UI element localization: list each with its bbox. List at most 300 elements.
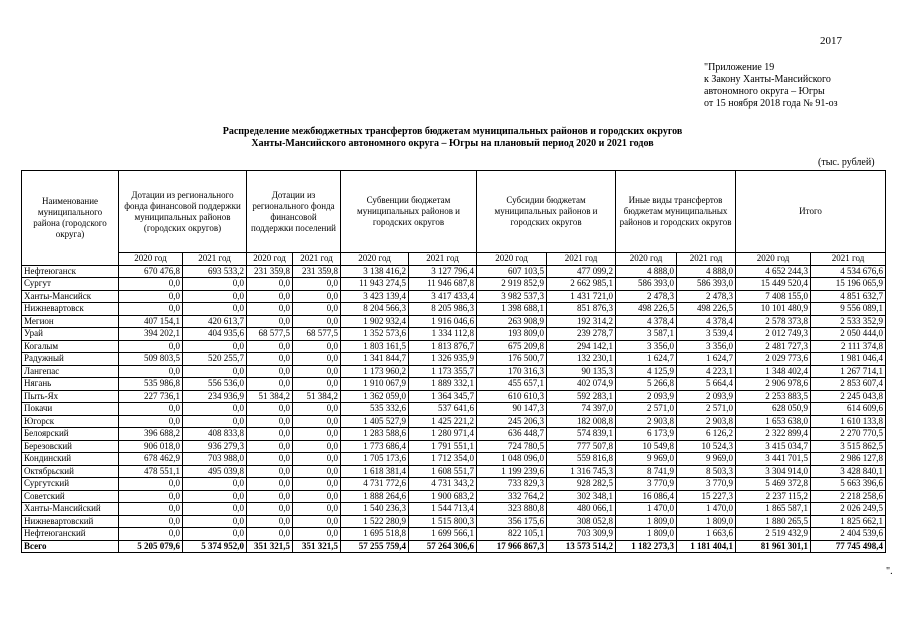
value-cell: 703 309,9: [547, 528, 616, 541]
value-cell: 2 571,0: [616, 403, 677, 416]
value-cell: 7 408 155,0: [736, 290, 811, 303]
value-cell: 1 199 239,6: [477, 465, 547, 478]
appendix-line-2: к Закону Ханты-Мансийского: [704, 74, 831, 85]
value-cell: 1 865 587,1: [736, 503, 811, 516]
header-year: 2020 год: [247, 253, 293, 266]
value-cell: 90 147,3: [477, 403, 547, 416]
value-cell: 0,0: [247, 340, 293, 353]
value-cell: 9 969,0: [616, 453, 677, 466]
value-cell: 231 359,8: [247, 265, 293, 278]
value-cell: 0,0: [183, 278, 247, 291]
value-cell: 170 316,3: [477, 365, 547, 378]
table-row: [22, 528, 886, 541]
value-cell: 15 449 520,4: [736, 278, 811, 291]
municipality-name: Сургут: [22, 278, 119, 291]
value-cell: 1 712 354,0: [409, 453, 477, 466]
value-cell: 5 266,8: [616, 378, 677, 391]
value-cell: 0,0: [293, 290, 341, 303]
table-row: [22, 340, 886, 353]
value-cell: 610 610,3: [477, 390, 547, 403]
value-cell: 0,0: [247, 365, 293, 378]
value-cell: 0,0: [247, 403, 293, 416]
value-cell: 0,0: [293, 465, 341, 478]
value-cell: 2 481 727,3: [736, 340, 811, 353]
header-year: 2021 год: [677, 253, 736, 266]
value-cell: 2 253 883,5: [736, 390, 811, 403]
value-cell: 5 663 396,6: [811, 478, 886, 491]
value-cell: 1 522 280,9: [341, 515, 409, 528]
value-cell: 0,0: [247, 315, 293, 328]
value-cell: 1 653 638,0: [736, 415, 811, 428]
value-cell: 351 321,5: [293, 540, 341, 553]
value-cell: 1 809,0: [616, 528, 677, 541]
header-group: Субсидии бюджетам муниципальных районов и городских округов: [477, 171, 616, 253]
value-cell: 0,0: [183, 515, 247, 528]
value-cell: 0,0: [293, 303, 341, 316]
value-cell: 1 900 683,2: [409, 490, 477, 503]
value-cell: 0,0: [247, 353, 293, 366]
value-cell: 0,0: [247, 490, 293, 503]
value-cell: 4 888,0: [677, 265, 736, 278]
value-cell: 51 384,2: [247, 390, 293, 403]
value-cell: 11 946 687,8: [409, 278, 477, 291]
value-cell: 0,0: [293, 340, 341, 353]
appendix-reference: [704, 62, 838, 110]
value-cell: 2 093,9: [616, 390, 677, 403]
value-cell: 5 664,4: [677, 378, 736, 391]
value-cell: 1 624,7: [677, 353, 736, 366]
value-cell: 2 519 432,9: [736, 528, 811, 541]
value-cell: 263 908,9: [477, 315, 547, 328]
value-cell: 4 851 632,7: [811, 290, 886, 303]
value-cell: 928 282,5: [547, 478, 616, 491]
value-cell: 16 086,4: [616, 490, 677, 503]
value-cell: 535 332,6: [341, 403, 409, 416]
value-cell: 1 916 046,6: [409, 315, 477, 328]
appendix-line-4: от 15 ноября 2018 года № 91-оз: [704, 98, 838, 109]
value-cell: 332 764,2: [477, 490, 547, 503]
municipality-name: Нижневартовский: [22, 515, 119, 528]
value-cell: 0,0: [119, 415, 183, 428]
value-cell: 0,0: [183, 340, 247, 353]
municipality-name: Нягань: [22, 378, 119, 391]
value-cell: 2 050 444,0: [811, 328, 886, 341]
value-cell: 5 374 952,0: [183, 540, 247, 553]
value-cell: 0,0: [247, 478, 293, 491]
header-year: 2021 год: [293, 253, 341, 266]
value-cell: 607 103,5: [477, 265, 547, 278]
value-cell: 15 227,3: [677, 490, 736, 503]
value-cell: 0,0: [293, 528, 341, 541]
value-cell: 0,0: [293, 515, 341, 528]
value-cell: 3 770,9: [616, 478, 677, 491]
value-cell: 586 393,0: [616, 278, 677, 291]
value-cell: 0,0: [293, 378, 341, 391]
header-group: Дотации из регионального фонда финансовой поддержки поселений: [247, 171, 341, 253]
table-row: [22, 290, 886, 303]
value-cell: 2 478,3: [677, 290, 736, 303]
value-cell: 57 264 306,6: [409, 540, 477, 553]
value-cell: 2 270 770,5: [811, 428, 886, 441]
value-cell: 2 111 374,8: [811, 340, 886, 353]
value-cell: 2 571,0: [677, 403, 736, 416]
value-cell: 0,0: [119, 503, 183, 516]
value-cell: 2 578 373,8: [736, 315, 811, 328]
table-body: [22, 265, 886, 553]
value-cell: 3 138 416,2: [341, 265, 409, 278]
value-cell: 0,0: [293, 415, 341, 428]
table-header-row: [22, 171, 886, 253]
value-cell: 498 226,5: [616, 303, 677, 316]
value-cell: 1 267 714,1: [811, 365, 886, 378]
value-cell: 17 966 867,3: [477, 540, 547, 553]
value-cell: 6 126,2: [677, 428, 736, 441]
value-cell: 1 515 800,3: [409, 515, 477, 528]
value-cell: 68 577,5: [247, 328, 293, 341]
table-row: [22, 265, 886, 278]
value-cell: 1 803 161,5: [341, 340, 409, 353]
municipality-name: Нефтеюганский: [22, 528, 119, 541]
value-cell: 4 125,9: [616, 365, 677, 378]
value-cell: 822 105,1: [477, 528, 547, 541]
value-cell: 0,0: [183, 528, 247, 541]
value-cell: 3 587,1: [616, 328, 677, 341]
value-cell: 1 540 236,3: [341, 503, 409, 516]
municipality-name: Покачи: [22, 403, 119, 416]
municipality-name: Березовский: [22, 440, 119, 453]
value-cell: 4 223,1: [677, 365, 736, 378]
value-cell: 3 415 034,7: [736, 440, 811, 453]
municipality-name: Нефтеюганск: [22, 265, 119, 278]
value-cell: 81 961 301,1: [736, 540, 811, 553]
value-cell: 182 008,8: [547, 415, 616, 428]
value-cell: 2 919 852,9: [477, 278, 547, 291]
value-cell: 57 255 759,4: [341, 540, 409, 553]
value-cell: 1 173 960,2: [341, 365, 409, 378]
value-cell: 4 534 676,6: [811, 265, 886, 278]
value-cell: 592 283,1: [547, 390, 616, 403]
value-cell: 0,0: [247, 465, 293, 478]
value-cell: 1 352 573,6: [341, 328, 409, 341]
units-label: (тыс. рублей): [818, 157, 875, 168]
value-cell: 0,0: [247, 428, 293, 441]
value-cell: 2 029 773,6: [736, 353, 811, 366]
header-year: 2020 год: [341, 253, 409, 266]
page-number: 2017: [820, 35, 842, 47]
header-municipality: Наименование муниципального района (городского округа): [22, 171, 119, 266]
value-cell: 8 741,9: [616, 465, 677, 478]
value-cell: 0,0: [119, 278, 183, 291]
table-row: [22, 328, 886, 341]
header-year: 2021 год: [547, 253, 616, 266]
value-cell: 0,0: [293, 365, 341, 378]
value-cell: 1 173 355,7: [409, 365, 477, 378]
value-cell: 0,0: [247, 378, 293, 391]
title-line-2: Ханты-Мансийского автономного округа – Югры на плановый период 2020 и 2021 годов: [251, 138, 654, 149]
value-cell: 3 127 796,4: [409, 265, 477, 278]
value-cell: 0,0: [119, 290, 183, 303]
value-cell: 245 206,3: [477, 415, 547, 428]
value-cell: 3 982 537,3: [477, 290, 547, 303]
table-row: [22, 390, 886, 403]
value-cell: 1 608 551,7: [409, 465, 477, 478]
header-year: 2020 год: [119, 253, 183, 266]
value-cell: 323 880,8: [477, 503, 547, 516]
title-line-1: Распределение межбюджетных трансфертов бюджетам муниципальных районов и городских округов: [222, 126, 683, 137]
value-cell: 0,0: [293, 440, 341, 453]
value-cell: 0,0: [183, 403, 247, 416]
value-cell: 495 039,8: [183, 465, 247, 478]
appendix-line-1: "Приложение 19: [704, 62, 775, 73]
municipality-name: Сургутский: [22, 478, 119, 491]
header-year: 2020 год: [477, 253, 547, 266]
value-cell: 520 255,7: [183, 353, 247, 366]
value-cell: 3 441 701,5: [736, 453, 811, 466]
value-cell: 2 478,3: [616, 290, 677, 303]
value-cell: 1 888 264,6: [341, 490, 409, 503]
value-cell: 0,0: [183, 503, 247, 516]
value-cell: 4 378,4: [616, 315, 677, 328]
value-cell: 455 657,1: [477, 378, 547, 391]
header-group: Итого: [736, 171, 886, 253]
table-row: [22, 465, 886, 478]
value-cell: 1 280 971,4: [409, 428, 477, 441]
table-row: [22, 353, 886, 366]
value-cell: 77 745 498,4: [811, 540, 886, 553]
value-cell: 2 903,8: [677, 415, 736, 428]
document-title: [0, 126, 905, 150]
value-cell: 396 688,2: [119, 428, 183, 441]
value-cell: 0,0: [183, 290, 247, 303]
value-cell: 51 384,2: [293, 390, 341, 403]
value-cell: 2 986 127,8: [811, 453, 886, 466]
value-cell: 2 026 249,5: [811, 503, 886, 516]
value-cell: 4 731 772,6: [341, 478, 409, 491]
municipality-name: Нижневартовск: [22, 303, 119, 316]
value-cell: 8 503,3: [677, 465, 736, 478]
value-cell: 733 829,3: [477, 478, 547, 491]
value-cell: 936 279,3: [183, 440, 247, 453]
value-cell: 356 175,6: [477, 515, 547, 528]
table-row: [22, 315, 886, 328]
municipality-name: Кондинский: [22, 453, 119, 466]
header-year: 2020 год: [616, 253, 677, 266]
value-cell: 68 577,5: [293, 328, 341, 341]
value-cell: 394 202,1: [119, 328, 183, 341]
value-cell: 0,0: [247, 303, 293, 316]
value-cell: 1 348 402,4: [736, 365, 811, 378]
value-cell: 1 334 112,8: [409, 328, 477, 341]
value-cell: 0,0: [247, 503, 293, 516]
header-year: 2021 год: [409, 253, 477, 266]
value-cell: 1 663,6: [677, 528, 736, 541]
value-cell: 0,0: [293, 453, 341, 466]
value-cell: 1 470,0: [616, 503, 677, 516]
value-cell: 537 641,6: [409, 403, 477, 416]
value-cell: 1 695 518,8: [341, 528, 409, 541]
value-cell: 3 539,4: [677, 328, 736, 341]
value-cell: 2 906 978,6: [736, 378, 811, 391]
value-cell: 13 573 514,2: [547, 540, 616, 553]
closing-quote: ".: [886, 566, 893, 577]
value-cell: 851 876,3: [547, 303, 616, 316]
value-cell: 0,0: [293, 278, 341, 291]
value-cell: 239 278,7: [547, 328, 616, 341]
value-cell: 15 196 065,9: [811, 278, 886, 291]
value-cell: 1 398 688,1: [477, 303, 547, 316]
transfers-table: [21, 170, 886, 553]
value-cell: 628 050,9: [736, 403, 811, 416]
value-cell: 8 205 986,3: [409, 303, 477, 316]
value-cell: 0,0: [247, 415, 293, 428]
table-row: [22, 440, 886, 453]
value-cell: 0,0: [183, 415, 247, 428]
value-cell: 10 549,8: [616, 440, 677, 453]
value-cell: 8 204 566,3: [341, 303, 409, 316]
table-total-row: [22, 540, 886, 553]
value-cell: 231 359,8: [293, 265, 341, 278]
value-cell: 1 470,0: [677, 503, 736, 516]
table-row: [22, 378, 886, 391]
value-cell: 777 507,8: [547, 440, 616, 453]
header-year: 2021 год: [811, 253, 886, 266]
value-cell: 9 969,0: [677, 453, 736, 466]
value-cell: 0,0: [183, 478, 247, 491]
value-cell: 2 853 607,4: [811, 378, 886, 391]
value-cell: 2 245 043,8: [811, 390, 886, 403]
value-cell: 703 988,0: [183, 453, 247, 466]
value-cell: 2 533 352,9: [811, 315, 886, 328]
value-cell: 308 052,8: [547, 515, 616, 528]
value-cell: 675 209,8: [477, 340, 547, 353]
value-cell: 294 142,1: [547, 340, 616, 353]
value-cell: 0,0: [119, 490, 183, 503]
value-cell: 1 910 067,9: [341, 378, 409, 391]
value-cell: 2 218 258,6: [811, 490, 886, 503]
value-cell: 408 833,8: [183, 428, 247, 441]
value-cell: 10 524,3: [677, 440, 736, 453]
value-cell: 5 205 079,6: [119, 540, 183, 553]
value-cell: 724 780,5: [477, 440, 547, 453]
value-cell: 1 341 844,7: [341, 353, 409, 366]
value-cell: 10 101 480,9: [736, 303, 811, 316]
value-cell: 404 935,6: [183, 328, 247, 341]
value-cell: 0,0: [293, 428, 341, 441]
value-cell: 0,0: [119, 365, 183, 378]
value-cell: 420 613,7: [183, 315, 247, 328]
value-cell: 693 533,2: [183, 265, 247, 278]
value-cell: 0,0: [183, 365, 247, 378]
value-cell: 0,0: [247, 528, 293, 541]
value-cell: 678 462,9: [119, 453, 183, 466]
value-cell: 176 500,7: [477, 353, 547, 366]
value-cell: 0,0: [247, 453, 293, 466]
value-cell: 480 066,1: [547, 503, 616, 516]
value-cell: 574 839,1: [547, 428, 616, 441]
value-cell: 234 936,9: [183, 390, 247, 403]
municipality-name: Октябрьский: [22, 465, 119, 478]
value-cell: 3 417 433,4: [409, 290, 477, 303]
header-year: 2021 год: [183, 253, 247, 266]
value-cell: 1 364 345,7: [409, 390, 477, 403]
value-cell: 0,0: [293, 503, 341, 516]
value-cell: 1 283 588,6: [341, 428, 409, 441]
table-row: [22, 278, 886, 291]
value-cell: 1 902 932,4: [341, 315, 409, 328]
appendix-line-3: автономного округа – Югры: [704, 86, 825, 97]
value-cell: 0,0: [119, 303, 183, 316]
value-cell: 2 012 749,3: [736, 328, 811, 341]
value-cell: 0,0: [293, 353, 341, 366]
value-cell: 1 405 527,9: [341, 415, 409, 428]
value-cell: 1 880 265,5: [736, 515, 811, 528]
municipality-name: Белоярский: [22, 428, 119, 441]
value-cell: 192 314,2: [547, 315, 616, 328]
value-cell: 0,0: [293, 490, 341, 503]
table-row: [22, 503, 886, 516]
table-row: [22, 453, 886, 466]
value-cell: 132 230,1: [547, 353, 616, 366]
municipality-name: Всего: [22, 540, 119, 553]
value-cell: 1 362 059,0: [341, 390, 409, 403]
municipality-name: Лангепас: [22, 365, 119, 378]
table-year-row: [22, 253, 886, 266]
value-cell: 670 476,8: [119, 265, 183, 278]
value-cell: 3 428 840,1: [811, 465, 886, 478]
value-cell: 302 348,1: [547, 490, 616, 503]
value-cell: 0,0: [119, 515, 183, 528]
value-cell: 0,0: [119, 478, 183, 491]
value-cell: 906 018,0: [119, 440, 183, 453]
value-cell: 1 431 721,0: [547, 290, 616, 303]
value-cell: 3 423 139,4: [341, 290, 409, 303]
value-cell: 407 154,1: [119, 315, 183, 328]
value-cell: 1 182 273,3: [616, 540, 677, 553]
value-cell: 1 425 221,2: [409, 415, 477, 428]
table-row: [22, 478, 886, 491]
value-cell: 2 404 539,6: [811, 528, 886, 541]
value-cell: 509 803,5: [119, 353, 183, 366]
municipality-name: Радужный: [22, 353, 119, 366]
value-cell: 402 074,9: [547, 378, 616, 391]
municipality-name: Пыть-Ях: [22, 390, 119, 403]
value-cell: 0,0: [247, 515, 293, 528]
value-cell: 498 226,5: [677, 303, 736, 316]
value-cell: 2 237 115,2: [736, 490, 811, 503]
table-row: [22, 415, 886, 428]
header-year: 2020 год: [736, 253, 811, 266]
value-cell: 2 093,9: [677, 390, 736, 403]
value-cell: 1 809,0: [677, 515, 736, 528]
value-cell: 556 536,0: [183, 378, 247, 391]
value-cell: 1 618 381,4: [341, 465, 409, 478]
value-cell: 1 181 404,1: [677, 540, 736, 553]
value-cell: 1 699 566,1: [409, 528, 477, 541]
value-cell: 614 609,6: [811, 403, 886, 416]
value-cell: 0,0: [183, 490, 247, 503]
value-cell: 2 903,8: [616, 415, 677, 428]
value-cell: 1 048 096,0: [477, 453, 547, 466]
value-cell: 1 813 876,7: [409, 340, 477, 353]
value-cell: 3 356,0: [616, 340, 677, 353]
value-cell: 193 809,0: [477, 328, 547, 341]
value-cell: 1 981 046,4: [811, 353, 886, 366]
value-cell: 227 736,1: [119, 390, 183, 403]
value-cell: 4 652 244,3: [736, 265, 811, 278]
value-cell: 1 773 686,4: [341, 440, 409, 453]
value-cell: 2 322 899,4: [736, 428, 811, 441]
value-cell: 9 556 089,1: [811, 303, 886, 316]
